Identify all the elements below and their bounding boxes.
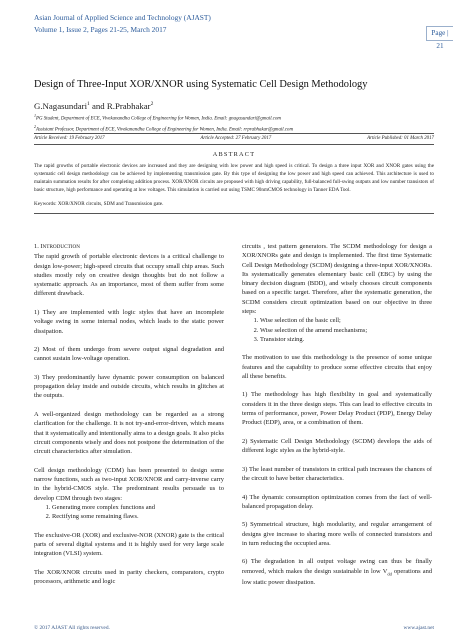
journal-url[interactable]: www.ajast.net: [403, 625, 434, 631]
affiliations: [34, 112, 434, 134]
divider-top: [34, 133, 434, 134]
paragraph: 3) They predominantly have dynamic power consumption on balanced propagation delay inside and outside circuits, which results in glitches at the outputs.: [34, 373, 224, 400]
section-heading: [34, 242, 224, 252]
paragraph: The exclusive-OR (XOR) and exclusive-NOR (XNOR) gate is the critical parts of several digital systems and it is highly used for very large scale integration (VLSI) system.: [34, 531, 224, 558]
abstract-text: The rapid growths of portable electronic devices are increased and they are designing with low power and high speed is critical. To design a three input XOR and XNOR gates using the systematic cell design methodology can be achieved by implementing transmission gate. By this type of designing the low power and high speed can achieved. This architecture is used to maintain summation results for after completing addition process. XOR/XNOR circuits are proposed with high driving capability, full-balanced full-swing outputs and low number transistors of basic structure, high performance and operating at low voltages. This simulation is carried out using TSMC 90nmCMOS technology in Tanner EDA Tool.: [34, 163, 434, 193]
paragraph: 2) Most of them undergo from severe output signal degradation and cannot sustain low-voltage operation.: [34, 346, 224, 363]
list-item: 3. Transistor sizing.: [260, 335, 432, 344]
author-and: and: [89, 100, 107, 111]
paragraph: The motivation to use this methodology is the presence of some unique features and the capability to produce some effective circuits that enjoy all these benefits.: [242, 354, 432, 380]
paragraph: 2) Systematic Cell Design Methodology (SCDM) develops the aids of different logic styles as the hybrid-style.: [242, 437, 432, 455]
affiliation-1-sup: 1: [34, 113, 36, 118]
column-right: [242, 242, 432, 597]
affiliation-1: [34, 112, 434, 123]
vdd-sub: dd: [387, 571, 392, 577]
paragraph: 1) They are implemented with logic styles that have an incomplete voltage swing in some internal nodes, which leads to the static power dissipation.: [34, 308, 224, 335]
journal-header: [34, 12, 211, 35]
keywords: Keywords: XOR/XNOR circuits, SDM and Transmission gate.: [34, 201, 164, 207]
divider-dates: [34, 144, 434, 145]
paragraph: 5) Symmetrical structure, high modularity, and regular arrangement of designs give increase to sharing more wells of connected transistors and in turn reducing the occupied area.: [242, 521, 432, 547]
page-number: Page | 21: [426, 26, 453, 41]
paragraph: 1) The methodology has high flexibility in goal and systematically considers it in the three design steps. This can lead to effective circuits in terms of performance, power, Power Delay Product (PDP), Energy Delay Product (EDP), area, or a combination of them.: [242, 391, 432, 427]
column-left: [34, 242, 224, 596]
paragraph-end: operations and low static power dissipation.: [242, 567, 433, 587]
author-1: G.Nagasundari: [34, 100, 88, 111]
paragraph: [242, 557, 432, 587]
page-footer: [34, 625, 434, 631]
abstract-heading: ABSTRACT: [212, 151, 256, 158]
affiliation-1-text: PG Student, Department of ECE, Vivekanandha College of Engineering for Women, India. Email: gnagasundari@gmail.com: [36, 116, 281, 122]
paragraph: The rapid growth of portable electronic devices is a critical challenge to design low-power; high-speed circuits that occupy small chip areas. Such studies mostly rely on creative design thoughts but do not follow a systematic approach. As an importance, most of them suffer from some different drawback.: [34, 253, 224, 298]
paragraph: 3) The least number of transistors in critical path increases the chances of the circuit to have better characteristics.: [242, 465, 432, 482]
article-dates: [34, 135, 434, 142]
copyright: © 2017 AJAST All rights reserved.: [34, 625, 110, 631]
affiliation-2-sup: 2: [34, 123, 36, 129]
authors: [34, 98, 153, 112]
author-2: R.Prabhakar: [106, 100, 151, 111]
steps-list: [242, 316, 432, 344]
paper-title: Design of Three-Input XOR/XNOR using Systematic Cell Design Methodology: [34, 79, 368, 90]
author-2-sup: 2: [150, 101, 154, 107]
list-item: 1. Generating more complex functions and: [52, 503, 224, 512]
paragraph: Cell design methodology (CDM) has been presented to design some narrow functions, such as two-input XOR/XNOR and carry-inverse carry in the hybrid-CMOS style. The predominant results persuade us to develop CDM through two stages:: [34, 466, 224, 502]
stage-list: [34, 503, 224, 522]
date-received: Article Received: 19 February 2017: [34, 136, 105, 141]
journal-volume: Volume 1, Issue 2, Pages 21-25, March 2017: [34, 24, 167, 34]
paragraph: A well-organized design methodology can be regarded as a strong clarification for the challenge. It is not try-and-error-driven, which means that it systematically and intentionally aims to a design goals. It also picks circuit components wisely and does not postpone the determination of the circuit characteristics after simulation.: [34, 411, 224, 456]
section-number: 1. I: [34, 243, 43, 250]
paragraph-text: 6) The degradation in all output voltage swing can thus be finally removed, which makes the design sustainable in low: [242, 558, 432, 575]
list-item: 1. Wise selection of the basic cell;: [260, 316, 432, 325]
list-item: 2. Rectifying some remaining flaws.: [52, 512, 224, 521]
paragraph: circuits , test pattern generators. The SCDM methodology for design a XOR/XNORs gate and design is implemented. The first time Systematic Cell Design Methodology (SCDM) designing a three-input XOR/XNORs. Its systematically generates elementary basic cell (EBC) by using the binary decision diagram (BDD), and wisely chooses circuit components based on a specific target. Therefore, after the systematic generation, the SCDM considers circuit optimization based on our objective in three steps:: [242, 243, 432, 315]
paragraph: The XOR/XNOR circuits used in parity checkers, comparators, crypto processors, arithmetic and logic: [34, 568, 224, 586]
paragraph: 4) The dynamic consumption optimization comes from the fact of well-balanced propagation delay.: [242, 493, 432, 510]
list-item: 2. Wise selection of the amend mechanisms;: [260, 326, 432, 335]
divider-abstract: [34, 213, 434, 214]
author-1-sup: 1: [87, 101, 90, 107]
journal-name: Asian Journal of Applied Science and Technology (AJAST): [34, 13, 211, 22]
date-accepted: Article Accepted: 27 February 2017: [200, 136, 272, 141]
date-published: Article Published: 01 March 2017: [367, 136, 434, 141]
vdd-v: V: [382, 567, 388, 575]
affiliation-2-text: Assistant Professor, Department of ECE, Vivekanandha College of Engineering for Women, India. Email: rrprabhakar@gmail.com: [36, 127, 293, 133]
section-title: NTRODUCTION: [42, 244, 80, 250]
